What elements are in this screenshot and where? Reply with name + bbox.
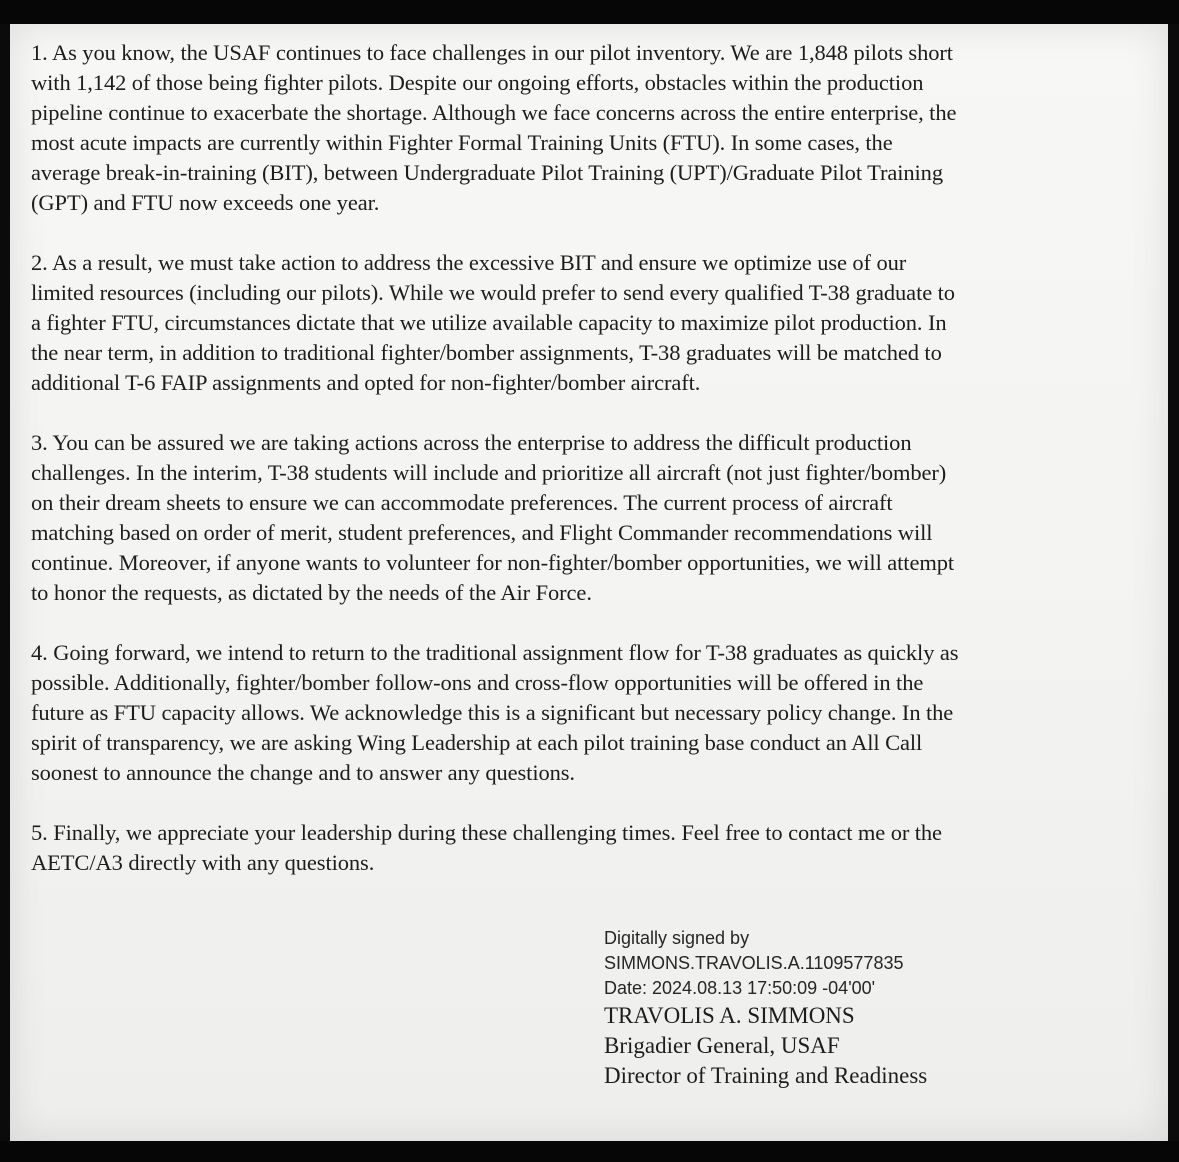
memo-paper (10, 24, 1168, 1141)
paragraph-2: 2. As a result, we must take action to address the excessive BIT and ensure we optimize use of our limited resources (including our pilots). While we would prefer to send every qualified T-38 graduate to a fighter FTU, circumstances dictate that we utilize available capacity to maximize pilot production. In the near term, in addition to traditional fighter/bomber assignments, T-38 graduates will be matched to additional T-6 FAIP assignments and opted for non-fighter/bomber aircraft. (31, 250, 955, 395)
paragraph-1: 1. As you know, the USAF continues to face challenges in our pilot inventory. We are 1,848 pilots short with 1,142 of those being fighter pilots. Despite our ongoing efforts, obstacles within the production pipeline continue to exacerbate the shortage. Although we face concerns across the entire enterprise, the most acute impacts are currently within Fighter Formal Training Units (FTU). In some cases, the average break-in-training (BIT), between Undergraduate Pilot Training (UPT)/Graduate Pilot Training (GPT) and FTU now exceeds one year. (31, 40, 957, 215)
top-dark-border (0, 0, 1179, 24)
paragraph-5: 5. Finally, we appreciate your leadership during these challenging times. Feel free to contact me or the AETC/A3 directly with any questions. (31, 820, 942, 875)
memo-body (31, 38, 1151, 878)
digital-signature-id: SIMMONS.TRAVOLIS.A.1109577835 (604, 953, 904, 973)
signer-rank: Brigadier General, USAF (604, 1033, 840, 1058)
digital-signature-date: Date: 2024.08.13 17:50:09 -04'00' (604, 978, 876, 998)
signature-block (604, 926, 1124, 1091)
paragraph-4: 4. Going forward, we intend to return to the traditional assignment flow for T-38 graduates as quickly as possible. Additionally, fighter/bomber follow-ons and cross-flow opportunities will be offered in the future as FTU capacity allows. We acknowledge this is a significant but necessary policy change. In the spirit of transparency, we are asking Wing Leadership at each pilot training base conduct an All Call soonest to announce the change and to answer any questions. (31, 640, 959, 785)
signer-title: Director of Training and Readiness (604, 1063, 928, 1088)
paragraph-3: 3. You can be assured we are taking actions across the enterprise to address the difficult production challenges. In the interim, T-38 students will include and prioritize all aircraft (not just fighter/bomber) on their dream sheets to ensure we can accommodate preferences. The current process of aircraft matching based on order of merit, student preferences, and Flight Commander recommendations will continue. Moreover, if anyone wants to volunteer for non-fighter/bomber opportunities, we will attempt to honor the requests, as dictated by the needs of the Air Force. (31, 430, 955, 605)
digital-signature-label: Digitally signed by (604, 928, 750, 948)
signer-name: TRAVOLIS A. SIMMONS (604, 1003, 855, 1028)
bottom-dark-border (0, 1141, 1179, 1162)
